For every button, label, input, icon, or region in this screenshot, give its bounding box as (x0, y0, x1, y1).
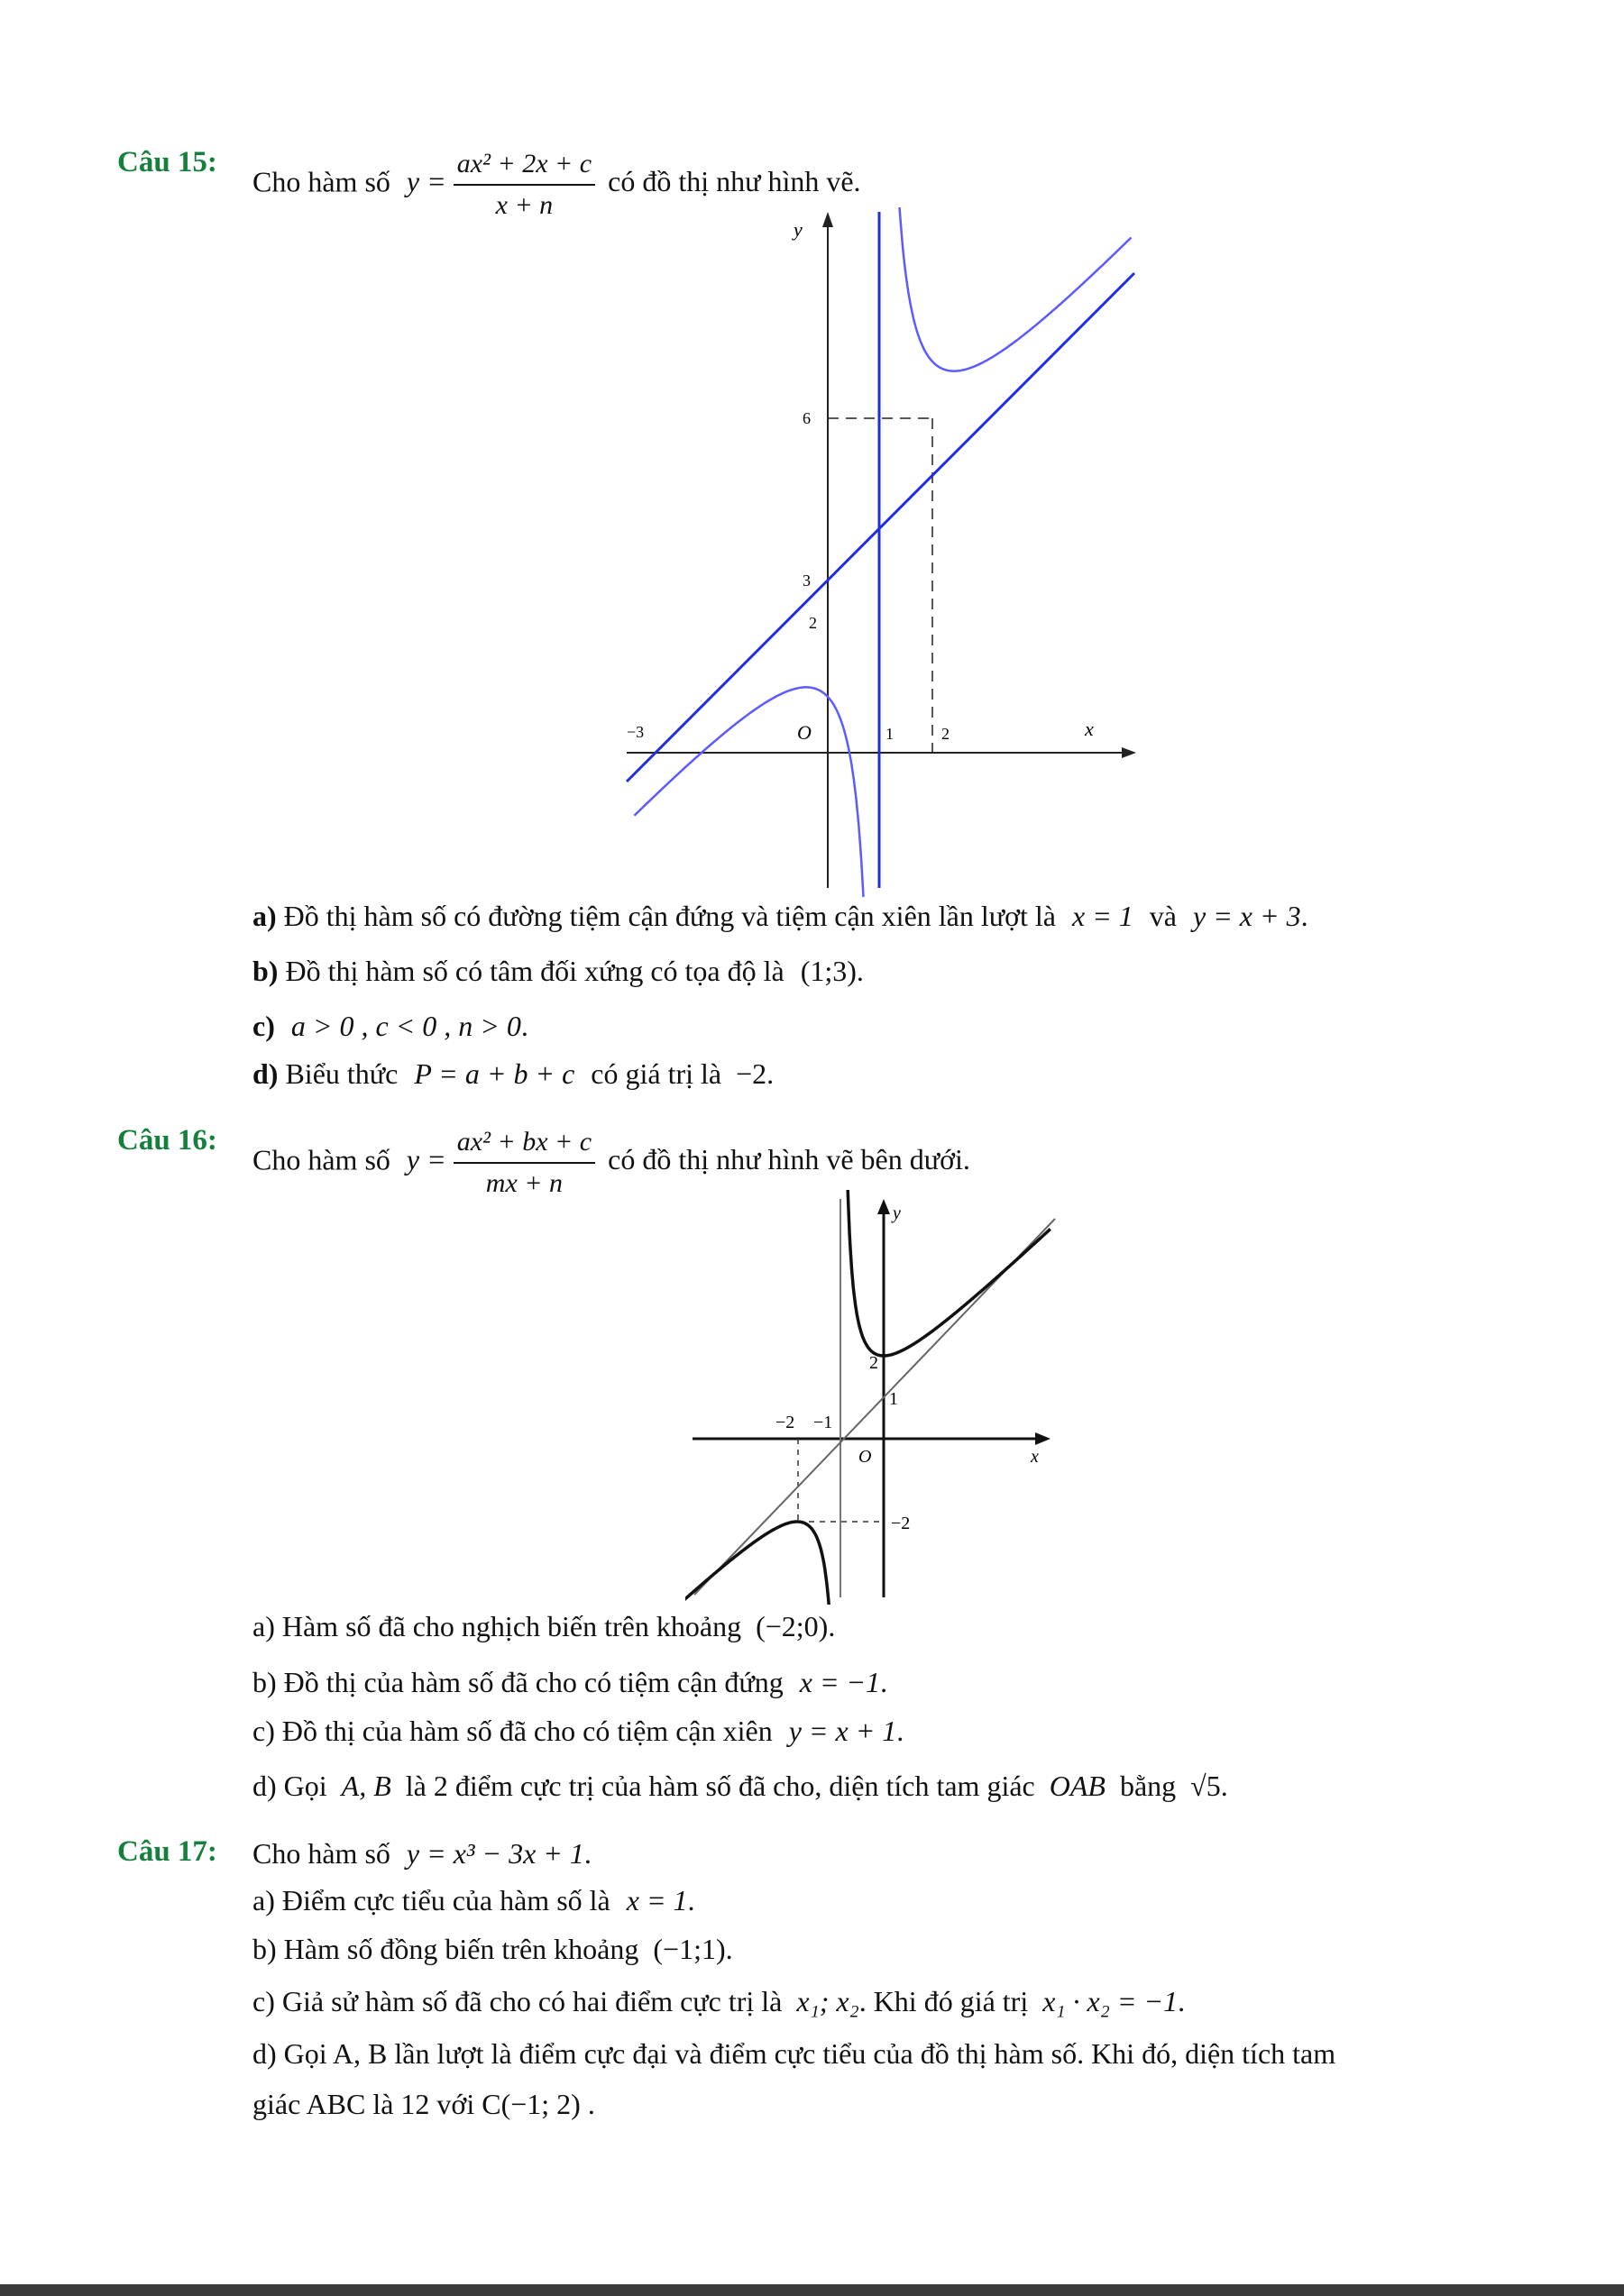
q15-tick-y2: 2 (809, 614, 817, 632)
q17-b-text: b) Hàm số đồng biến trên khoảng (252, 1933, 639, 1965)
q15-graph (622, 207, 1145, 897)
q15-b-label: b) (252, 955, 279, 987)
q17-option-d-line2: giác ABC là 12 với C(−1; 2) . (252, 2088, 595, 2120)
q17-intro: Cho hàm số (252, 1837, 390, 1870)
q15-tick-y6: 6 (803, 409, 811, 427)
q16-d-math2: OAB (1049, 1770, 1106, 1802)
q16-tick-ym2: −2 (891, 1514, 911, 1533)
q15-tick-y3: 3 (803, 572, 811, 590)
q17-c-text1: c) Giả sử hàm số đã cho có hai điểm cực trị là (252, 1985, 783, 2017)
q15-d-text: Biểu thức (285, 1057, 399, 1090)
q15-d-label: d) (252, 1057, 279, 1090)
q16-origin-label: O (858, 1447, 872, 1467)
q16-x-label: x (1031, 1447, 1039, 1467)
q17-option-a: a) Điểm cực tiểu của hàm số là x = 1. (252, 1884, 695, 1916)
q16-tick-xm1: −1 (813, 1413, 833, 1432)
q15-x-label: x (1085, 718, 1094, 740)
page-bottom-bar (0, 2284, 1624, 2296)
q15-a-math1: x = 1 (1072, 900, 1133, 932)
q16-option-d: d) Gọi A, B là 2 điểm cực trị của hàm số đã cho, diện tích tam giác OAB bằng √5. (252, 1770, 1228, 1802)
q16-tick-y2: 2 (869, 1353, 878, 1373)
question-15-label: Câu 15: (117, 146, 217, 178)
q15-a-and: và (1149, 900, 1177, 932)
q17-c-text2: . Khi đó giá trị (858, 1985, 1029, 2017)
q16-option-b: b) Đồ thị của hàm số đã cho có tiệm cận đứng x = −1. (252, 1666, 888, 1698)
q16-tick-y1: 1 (889, 1389, 898, 1409)
q16-fraction (454, 1124, 595, 1202)
q16-d-text2: là 2 điểm cực trị của hàm số đã cho, diện tích tam giác (405, 1770, 1035, 1802)
q16-a-math: (−2;0) (756, 1610, 829, 1642)
q15-curve-left-branch (634, 687, 877, 897)
question-17-stem: Cho hàm số y = x³ − 3x + 1. (252, 1837, 592, 1870)
q15-tick-x1: 1 (885, 725, 894, 743)
q15-option-a: a) Đồ thị hàm số có đường tiệm cận đứng và tiệm cận xiên lần lượt là x = 1 và y = x + 3. (252, 900, 1308, 932)
q15-fraction (454, 146, 595, 224)
q17-option-b: b) Hàm số đồng biến trên khoảng (−1;1). (252, 1933, 733, 1965)
q15-denominator: x + n (495, 190, 554, 220)
q17-option-d-line1: d) Gọi A, B lần lượt là điểm cực đại và điểm cực tiểu của đồ thị hàm số. Khi đó, diện tích tam (252, 2037, 1336, 2070)
q17-c-math2: x₁ · x₂ = −1 (1042, 1985, 1179, 2017)
q15-option-c: c) a > 0 , c < 0 , n > 0. (252, 1010, 528, 1042)
q16-b-text: b) Đồ thị của hàm số đã cho có tiệm cận đứng (252, 1666, 784, 1698)
q16-intro: Cho hàm số (252, 1143, 390, 1176)
q15-tail: có đồ thị như hình vẽ. (608, 165, 861, 198)
q16-option-a: a) Hàm số đã cho nghịch biến trên khoảng (−2;0). (252, 1610, 836, 1642)
q16-denominator: mx + n (485, 1168, 564, 1198)
q15-d-math: P = a + b + c (414, 1057, 575, 1090)
q17-a-math: x = 1 (626, 1884, 688, 1916)
q15-b-text: Đồ thị hàm số có tâm đối xứng có tọa độ là (285, 955, 784, 987)
q16-d-math3: √5 (1190, 1770, 1221, 1802)
q16-d-text3: bằng (1119, 1770, 1177, 1802)
q15-a-math2: y = x + 3 (1193, 900, 1301, 932)
q15-origin-label: O (797, 721, 812, 744)
q17-function: y = x³ − 3x + 1 (406, 1837, 584, 1870)
q15-curve-right-branch (881, 207, 1132, 371)
q15-a-label: a) (252, 900, 277, 932)
q16-d-math1: A, B (341, 1770, 391, 1802)
q15-b-math: (1;3) (800, 955, 857, 987)
q16-y-eq: y = (406, 1143, 446, 1176)
q15-intro: Cho hàm số (252, 165, 390, 198)
q17-c-math1: x₁; x₂ (796, 1985, 859, 2017)
q17-b-math: (−1;1) (653, 1933, 726, 1965)
q15-option-d: d) Biểu thức P = a + b + c có giá trị là −2. (252, 1057, 775, 1090)
q16-curve-left-branch (685, 1522, 835, 1605)
q16-y-label: y (893, 1203, 901, 1223)
q15-tick-x2: 2 (941, 725, 950, 743)
q16-d-text1: d) Gọi (252, 1770, 327, 1802)
q15-option-b: b) Đồ thị hàm số có tâm đối xứng có tọa độ là (1;3). (252, 955, 864, 987)
q16-numerator: ax² + bx + c (454, 1124, 595, 1164)
q16-c-text: c) Đồ thị của hàm số đã cho có tiệm cận xiên (252, 1715, 773, 1747)
q15-numerator: ax² + 2x + c (454, 146, 595, 186)
q15-a-text: Đồ thị hàm số có đường tiệm cận đứng và tiệm cận xiên lần lượt là (283, 900, 1056, 932)
q15-x-arrow-icon (1122, 747, 1136, 758)
q16-x-arrow-icon (1035, 1432, 1051, 1445)
q16-y-arrow-icon (877, 1199, 890, 1214)
q15-tick-xm3: −3 (627, 723, 645, 741)
q16-tail: có đồ thị như hình vẽ bên dưới. (608, 1143, 970, 1176)
q16-tick-xm2: −2 (775, 1413, 795, 1432)
q15-c-label: c) (252, 1010, 275, 1042)
q16-graph (685, 1190, 1064, 1605)
q16-a-text: a) Hàm số đã cho nghịch biến trên khoảng (252, 1610, 742, 1642)
q15-d-math2: −2 (736, 1057, 767, 1090)
q15-y-eq: y = (406, 165, 446, 198)
q15-d-text2: có giá trị là (591, 1057, 722, 1090)
question-17-label: Câu 17: (117, 1835, 217, 1868)
q17-a-text: a) Điểm cực tiểu của hàm số là (252, 1884, 610, 1916)
q15-c-math: a > 0 , c < 0 , n > 0 (290, 1010, 521, 1042)
q17-option-c: c) Giả sử hàm số đã cho có hai điểm cực trị là x₁; x₂. Khi đó giá trị x₁ · x₂ = −1. (252, 1985, 1186, 2017)
question-16-label: Câu 16: (117, 1124, 217, 1157)
q16-b-math: x = −1 (799, 1666, 881, 1698)
q16-c-math: y = x + 1 (788, 1715, 897, 1747)
q15-y-label: y (794, 218, 803, 241)
q16-option-c: c) Đồ thị của hàm số đã cho có tiệm cận xiên y = x + 1. (252, 1715, 904, 1747)
q15-y-arrow-icon (822, 212, 833, 227)
